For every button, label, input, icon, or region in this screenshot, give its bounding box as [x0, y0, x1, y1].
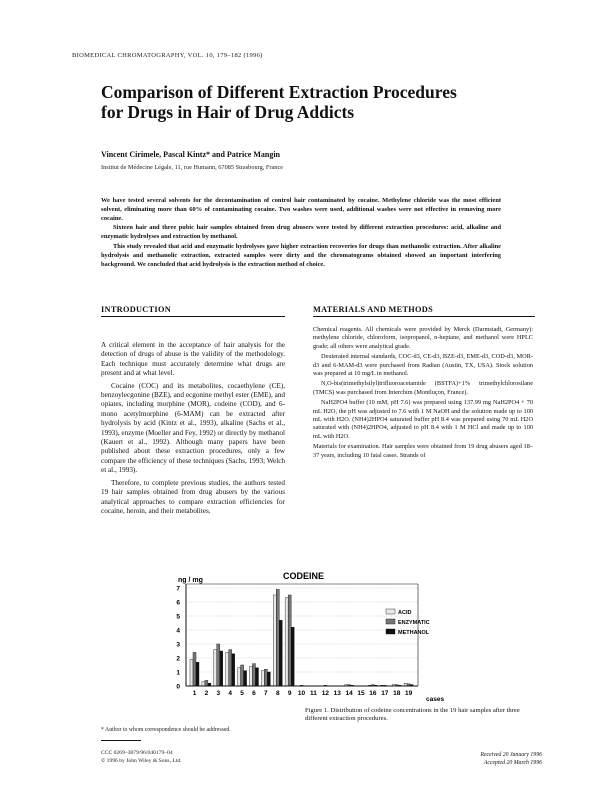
- introduction-body: [101, 341, 285, 519]
- chart-bar-acid-case-9: [285, 598, 288, 686]
- chart-x-tick-label: 15: [357, 690, 365, 697]
- article-title: [101, 82, 521, 122]
- chart-title: CODEINE: [283, 571, 325, 581]
- chart-bar-enzymatic-case-5: [241, 665, 244, 686]
- chart-bar-enzymatic-case-7: [264, 669, 267, 686]
- affiliation: Institut de Médecine Légale, 11, rue Humann, 67085 Strasbourg, France: [101, 164, 284, 171]
- title-line-1: Comparison of Different Extraction Procedures: [101, 82, 457, 102]
- copyright-line-1: CCC 0269–3879/96/040179–04: [101, 750, 173, 756]
- chart-y-tick-label: 0: [176, 683, 180, 691]
- legend-label-acid: ACID: [398, 610, 412, 616]
- abstract-paragraph-3: This study revealed that acid and enzymatic hydrolyses gave higher extraction recoveries for drugs than methanolic extraction. After alkaline hydrolysis and methanolic extraction, extracted samples were dirty and the chromatograms obtained showed an important interfering background. We concluded that acid hydrolysis is the extraction method of choice.: [101, 243, 501, 268]
- title-line-2: for Drugs in Hair of Drug Addicts: [101, 102, 355, 122]
- chart-x-tick-label: 16: [369, 690, 377, 697]
- chart-y-tick-label: 3: [176, 641, 180, 649]
- footnote-rule: [101, 740, 141, 741]
- chart-y-tick-label: 2: [176, 655, 180, 663]
- legend-swatch-acid: [386, 609, 395, 614]
- intro-paragraph-3: Therefore, to complete previous studies, the authors tested 19 hair samples obtained from drug abusers by the various analytical approaches to compare extraction efficiencies for cocaine, heroin, and their metabolites.: [101, 478, 285, 515]
- chart-bar-methanol-case-8: [279, 620, 282, 686]
- chart-x-tick-label: 6: [252, 690, 256, 697]
- footnote: * Author to whom correspondence should be addressed.: [101, 727, 231, 733]
- methods-paragraph-3: N,O-bis(trimethylsilyl)trifluoroacetamide (BSTFA)+1% trimethylchlorosilane (TMCS) was purchased from Interchim (Montluçon, France).: [313, 380, 533, 396]
- chart-x-tick-label: 11: [310, 690, 317, 697]
- received-dates: [440, 752, 542, 768]
- chart-bar-acid-case-5: [238, 668, 241, 686]
- chart-x-tick-label: 3: [216, 690, 221, 697]
- chart-x-tick-label: 10: [297, 690, 306, 697]
- chart-x-tick-label: 14: [345, 690, 353, 697]
- chart-x-tick-label: 12: [321, 690, 329, 697]
- chart-bar-methanol-case-6: [255, 668, 258, 686]
- chart-bar-methanol-case-4: [232, 654, 235, 686]
- chart-bar-enzymatic-case-4: [229, 650, 232, 686]
- running-head: BIOMEDICAL CHROMATOGRAPHY, VOL. 10, 179–182 (1996): [72, 52, 263, 59]
- methods-heading: MATERIALS AND METHODS: [313, 305, 535, 317]
- chart-bar-enzymatic-case-2: [205, 680, 208, 686]
- chart-y-axis-label: ng / mg: [178, 577, 203, 584]
- chart-x-tick-label: 5: [240, 690, 244, 697]
- chart-bar-enzymatic-case-9: [288, 595, 291, 686]
- methods-body: [313, 326, 533, 462]
- chart-bar-acid-case-7: [261, 671, 264, 686]
- chart-x-tick-label: 18: [393, 690, 401, 697]
- chart-bar-methanol-case-1: [196, 662, 199, 686]
- chart-bar-enzymatic-case-6: [252, 664, 255, 686]
- methods-paragraph-5: Materials for examination. Hair samples were obtained from 19 drug abusers aged 18–37 years, including 10 fatal cases. Strands of: [313, 443, 533, 459]
- chart-bar-acid-case-6: [249, 666, 252, 686]
- copyright-line-2: © 1996 by John Wiley & Sons, Ltd.: [101, 758, 182, 764]
- introduction-heading: INTRODUCTION: [101, 305, 285, 317]
- chart-bar-acid-case-8: [273, 595, 276, 686]
- methods-paragraph-2: Deuterated internal standards, COC-d3, CE-d3, BZE-d3, EME-d3, COD-d3, MOR-d3 and 6-MAM-d3 were purchased from Radian (Austin, TX, USA). Stock solution was prepared at 10 mg/L in methanol.: [313, 353, 533, 378]
- chart-bar-enzymatic-case-1: [193, 652, 196, 686]
- abstract-paragraph-2: Sixteen hair and three pubic hair samples obtained from drug abusers were tested by different extraction procedures: acid, alkaline and enzymatic hydrolyses and extraction by methanol.: [101, 224, 501, 240]
- authors: Vincent Cirimele, Pascal Kintz* and Patrice Mangin: [101, 150, 281, 159]
- chart-bar-methanol-case-9: [291, 627, 294, 686]
- chart-y-tick-label: 4: [176, 627, 180, 635]
- methods-paragraph-4: NaH2PO4 buffer (10 mM, pH 7.6) was prepared using 137.99 mg NaH2PO4 + 70 mL H2O, the pH was adjusted to 7.6 with 1 M NaOH and the solution made up to 100 mL with H2O. (NH4)2HPO4 saturated buffer pH 8.4 was prepared using 70 mL H2O saturated with (NH4)2HPO4, adjusted to pH 8.4 with 1 M HCl and made up to 100 mL with H2O.: [313, 399, 533, 440]
- chart-y-tick-label: 7: [176, 585, 180, 593]
- chart-y-tick-label: 1: [176, 669, 180, 677]
- intro-paragraph-1: A critical element in the acceptance of hair analysis for the detection of drugs of abuse is the validity of the methodology. Each technique must accurately determine what drugs are present and at what level.: [101, 341, 285, 378]
- chart-x-tick-label: 19: [404, 690, 413, 697]
- chart-bar-acid-case-4: [226, 652, 229, 686]
- legend-swatch-enzymatic: [386, 619, 395, 624]
- chart-y-tick-label: 5: [176, 613, 180, 621]
- codeine-chart: [148, 568, 448, 704]
- chart-x-tick-label: 13: [333, 690, 341, 697]
- chart-x-tick-label: 17: [381, 690, 389, 697]
- copyright: [101, 749, 182, 765]
- figure-caption: Figure 1. Distribution of codeine concentrations in the 19 hair samples after three different extraction procedures.: [305, 707, 520, 723]
- chart-x-tick-label: 9: [287, 690, 292, 697]
- chart-x-axis-label: cases: [426, 696, 445, 703]
- chart-bar-methanol-case-3: [220, 651, 223, 686]
- chart-bar-enzymatic-case-3: [217, 644, 220, 686]
- chart-x-tick-label: 8: [275, 690, 280, 697]
- methods-paragraph-1: Chemical reagents. All chemicals were provided by Merck (Darmstadt, Germany): methylene chloride, chloroform, isopropanol, n-heptane, and methanol were HPLC grade; all others were analytical grade.: [313, 326, 533, 350]
- chart-x-tick-label: 1: [192, 690, 197, 697]
- accepted-line: Accepted 20 March 1996: [483, 759, 542, 766]
- legend-label-enzymatic: ENZYMATIC: [398, 620, 430, 626]
- chart-bar-methanol-case-7: [267, 672, 270, 686]
- chart-bar-enzymatic-case-8: [276, 589, 279, 686]
- received-line: Received 20 January 1996: [480, 752, 542, 758]
- abstract-paragraph-1: We have tested several solvents for the decontamination of control hair contaminated by cocaine. Methylene chloride was the most efficient solvent, eliminating more than 60% of contaminating cocaine. Two washes were used, additional washes were not effective in removing more cocaine.: [101, 197, 501, 222]
- legend-swatch-methanol: [386, 629, 395, 634]
- chart-bar-acid-case-1: [190, 659, 193, 686]
- intro-paragraph-2: Cocaine (COC) and its metabolites, cocaethylene (CE), benzoylecgonine (BZE), and ecgonine methyl ester (EME), and opiates, including morphine (MOR), codeine (COD), and 6-mono acetylmorphine (6-MAM) can be extracted after hydrolysis by acid (Kintz et al., 1993), alkaline (Sachs et al., 1993), enzyme (Moeller and Fey, 1992) or directly by methanol (Kauert et al., 1992). Although many papers have been published about these extraction procedures, only a few compare the efficiency of these techniques (Sachs, 1993; Welch et al., 1993).: [101, 381, 285, 475]
- chart-x-tick-label: 2: [204, 690, 209, 697]
- chart-x-tick-label: 4: [228, 690, 232, 697]
- chart-bar-acid-case-2: [202, 682, 205, 686]
- chart-bar-acid-case-3: [214, 650, 217, 686]
- chart-x-tick-label: 7: [264, 690, 268, 697]
- chart-bar-methanol-case-5: [244, 671, 247, 686]
- legend-label-methanol: METHANOL: [398, 630, 430, 636]
- chart-y-tick-label: 6: [176, 599, 180, 607]
